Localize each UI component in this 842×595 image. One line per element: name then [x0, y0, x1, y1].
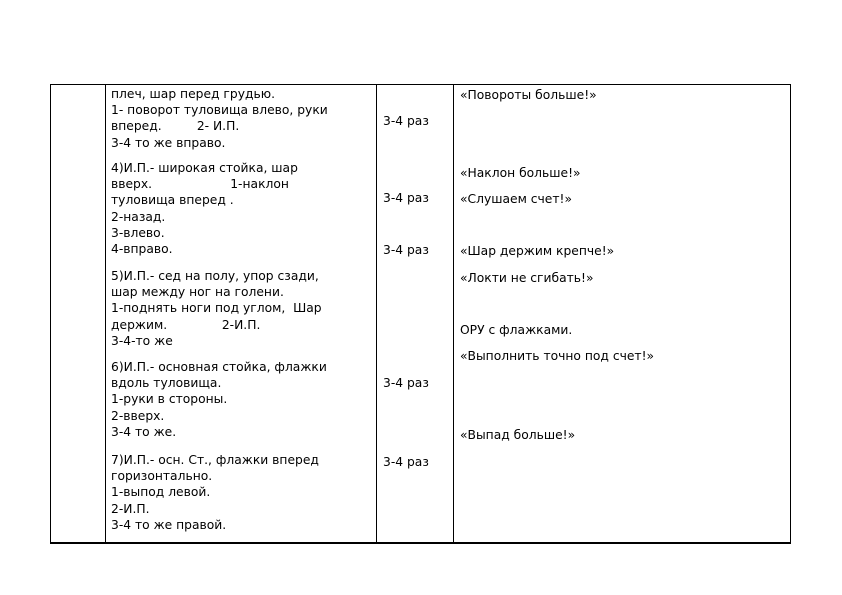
column-divider — [376, 84, 377, 544]
note-cell: «Выполнить точно под счет!» — [460, 349, 655, 363]
exercise-block — [111, 268, 373, 349]
dosage-cell: 3-4 раз — [383, 191, 429, 205]
exercise-line: вверх. 1-наклон — [111, 177, 289, 192]
exercise-block — [111, 359, 373, 440]
exercise-line: 7)И.П.- осн. Ст., флажки вперед — [111, 453, 319, 467]
note-cell: «Локти не сгибать!» — [460, 271, 594, 285]
exercise-line: туловища вперед . — [111, 193, 234, 208]
exercise-line: 3-влево. — [111, 225, 165, 240]
exercise-line: 2-вверх. — [111, 408, 165, 423]
column-divider — [105, 84, 106, 544]
exercise-block — [111, 160, 373, 257]
exercise-line: 6)И.П.- основная стойка, флажки — [111, 360, 327, 374]
exercise-line: 1- поворот туловища влево, руки — [111, 103, 328, 118]
exercise-line: 3-4-то же — [111, 333, 173, 348]
exercise-line: держим. 2-И.П. — [111, 317, 261, 332]
note-cell: «Выпад больше!» — [460, 428, 576, 442]
exercise-line: 3-4 то же. — [111, 424, 177, 439]
column-divider — [453, 84, 454, 544]
exercise-line: 4-вправо. — [111, 242, 173, 257]
dosage-cell: 3-4 раз — [383, 114, 429, 128]
exercise-line: 2-И.П. — [111, 501, 150, 516]
note-cell: «Наклон больше!» — [460, 166, 581, 180]
exercise-line: шар между ног на голени. — [111, 285, 284, 300]
note-cell: «Повороты больше!» — [460, 88, 597, 102]
exercise-block — [111, 452, 373, 533]
note-cell: «Слушаем счет!» — [460, 192, 572, 206]
exercise-line: 3-4 то же вправо. — [111, 135, 226, 150]
exercise-line: 1-поднять ноги под углом, Шар — [111, 301, 322, 316]
exercise-block — [111, 86, 373, 151]
exercise-line: 3-4 то же правой. — [111, 517, 227, 532]
exercise-line: 5)И.П.- сед на полу, упор сзади, — [111, 269, 319, 283]
exercise-line: 1-выпод левой. — [111, 485, 211, 500]
dosage-cell: 3-4 раз — [383, 376, 429, 390]
exercise-line: вперед. 2- И.П. — [111, 119, 240, 134]
exercise-line: вдоль туловища. — [111, 376, 222, 391]
dosage-cell: 3-4 раз — [383, 455, 429, 469]
note-cell: «Шар держим крепче!» — [460, 244, 615, 258]
exercise-line: горизонтально. — [111, 469, 213, 484]
exercise-line: 1-руки в стороны. — [111, 392, 228, 407]
exercise-line: плеч, шар перед грудью. — [111, 87, 275, 101]
exercise-line: 4)И.П.- широкая стойка, шар — [111, 161, 298, 175]
note-cell: ОРУ с флажками. — [460, 323, 573, 337]
dosage-cell: 3-4 раз — [383, 243, 429, 257]
exercise-line: 2-назад. — [111, 209, 166, 224]
